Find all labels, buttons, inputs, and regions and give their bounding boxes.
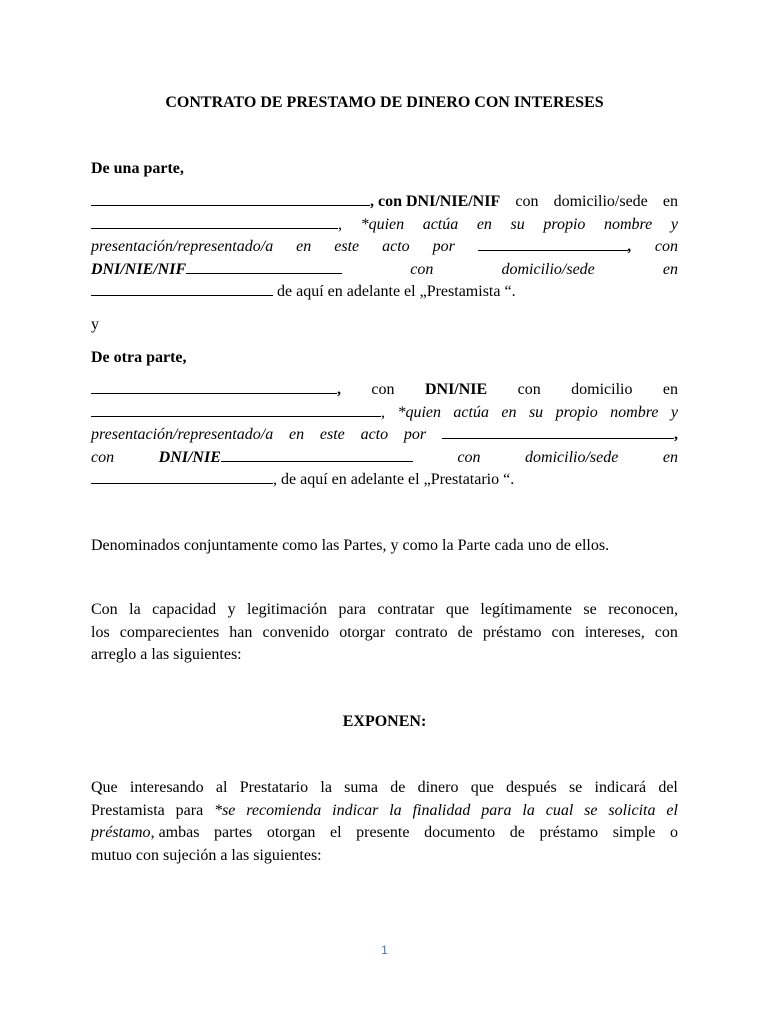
- id-blank: [221, 447, 413, 462]
- word: legitimación: [247, 601, 328, 618]
- word: intereses,: [584, 623, 645, 641]
- word: [91, 822, 199, 845]
- word: para: [175, 801, 204, 819]
- word: después: [506, 779, 557, 796]
- word: convenido: [262, 623, 330, 641]
- word: la: [522, 801, 535, 819]
- word: Prestamista: [91, 801, 165, 819]
- document-page: [91, 0, 678, 1024]
- word: legítimamente: [480, 601, 572, 618]
- word: solicita: [608, 801, 656, 819]
- domicile-blank: [91, 281, 273, 296]
- word: se: [568, 779, 583, 796]
- exponen-line-3: [91, 822, 678, 845]
- word: o: [669, 824, 678, 841]
- word: presente: [356, 824, 410, 841]
- party1-line-4: DNI/NIE/NIF con domicilio/sede en: [91, 260, 678, 278]
- word: se: [584, 801, 598, 819]
- word: indicar: [332, 801, 379, 819]
- word: al: [215, 779, 228, 796]
- word: finalidad: [412, 801, 471, 819]
- word: el: [666, 801, 678, 819]
- party1-line-3: presentación/representado/a en este acto por , con: [91, 238, 678, 255]
- capacity-line-3: arreglo a las siguientes:: [91, 646, 242, 663]
- word: recomienda: [246, 801, 322, 819]
- party2-paragraph: [91, 379, 678, 492]
- word: , ambas: [150, 824, 200, 841]
- word: para: [481, 801, 512, 819]
- word: con: [654, 623, 678, 641]
- word: la: [129, 601, 141, 618]
- domicile-blank: [91, 469, 273, 484]
- word: préstamo: [539, 824, 599, 841]
- connector-text: y: [91, 316, 99, 333]
- exponen-line-4: mutuo con sujeción a las siguientes:: [91, 846, 322, 864]
- word: dinero: [417, 779, 459, 796]
- word: otorgar: [339, 623, 386, 641]
- word: que: [445, 601, 469, 618]
- word: reconocen,: [608, 601, 678, 618]
- word: préstamo: [482, 623, 542, 641]
- word: la: [389, 801, 402, 819]
- word: comparecientes: [119, 623, 220, 641]
- word: de: [509, 824, 525, 841]
- document-title: CONTRATO DE PRESTAMO DE DINERO CON INTERESES: [165, 94, 604, 111]
- word: partes: [214, 824, 253, 841]
- section-heading-exponen: EXPONEN:: [342, 713, 427, 730]
- word: para: [338, 601, 367, 618]
- word: simple: [612, 824, 656, 841]
- word: Que: [91, 779, 118, 796]
- exponen-paragraph: [91, 777, 678, 867]
- word: se: [583, 601, 597, 618]
- party1-line-2: , *quien actúa en su propio nombre y: [91, 214, 678, 237]
- party1-paragraph: [91, 191, 678, 304]
- word: la: [320, 779, 332, 796]
- word: indicará: [594, 779, 647, 796]
- id-blank: [186, 259, 342, 274]
- party1-heading: De una parte,: [91, 160, 184, 177]
- party2-line-4: con DNI/NIE con domicilio/sede en: [91, 448, 678, 466]
- word: *se: [214, 801, 236, 819]
- address-blank: [91, 402, 381, 417]
- name-blank: [91, 379, 337, 394]
- exponen-line-2: [91, 800, 678, 823]
- word: han: [229, 623, 253, 641]
- word: que: [470, 779, 494, 796]
- word: del: [658, 779, 678, 796]
- word: contratar: [377, 601, 435, 618]
- capacity-paragraph: [91, 599, 678, 667]
- word: documento: [424, 824, 496, 841]
- exponen-line-1: [91, 777, 678, 800]
- word: cual: [545, 801, 574, 819]
- party1-line-5: de aquí en adelante el „Prestamista “.: [91, 281, 678, 304]
- word: otorgan: [266, 824, 316, 841]
- page-number: 1: [381, 943, 388, 957]
- representative-blank: [442, 424, 674, 439]
- word: suma: [344, 779, 378, 796]
- word: interesando: [129, 779, 204, 796]
- word: Prestatario: [239, 779, 309, 796]
- word: con: [551, 623, 575, 641]
- party2-line-5: , de aquí en adelante el „Prestatario “.: [91, 469, 678, 492]
- name-blank: [91, 191, 370, 206]
- word: el: [330, 824, 342, 841]
- word: Con: [91, 601, 118, 618]
- word: de: [390, 779, 406, 796]
- word: los: [91, 623, 110, 641]
- party2-line-3: presentación/representado/a en este acto por ,: [91, 426, 678, 443]
- parties-definition: Denominados conjuntamente como las Partes, y como la Parte cada uno de ellos.: [91, 537, 610, 554]
- word: capacidad: [152, 601, 217, 618]
- word: y: [227, 601, 236, 618]
- word: contrato: [395, 623, 448, 641]
- italic-word: préstamo: [91, 824, 151, 841]
- representative-blank: [478, 236, 628, 251]
- party1-line-1: , con DNI/NIE/NIF con domicilio/sede en: [91, 191, 678, 214]
- party2-heading: De otra parte,: [91, 349, 187, 366]
- word: de: [457, 623, 473, 641]
- capacity-line-1: [91, 599, 678, 622]
- capacity-line-2: [91, 622, 678, 645]
- party2-line-1: , con DNI/NIE con domicilio en: [91, 379, 678, 402]
- address-blank: [91, 214, 338, 229]
- party2-line-2: , *quien actúa en su propio nombre y: [91, 402, 678, 425]
